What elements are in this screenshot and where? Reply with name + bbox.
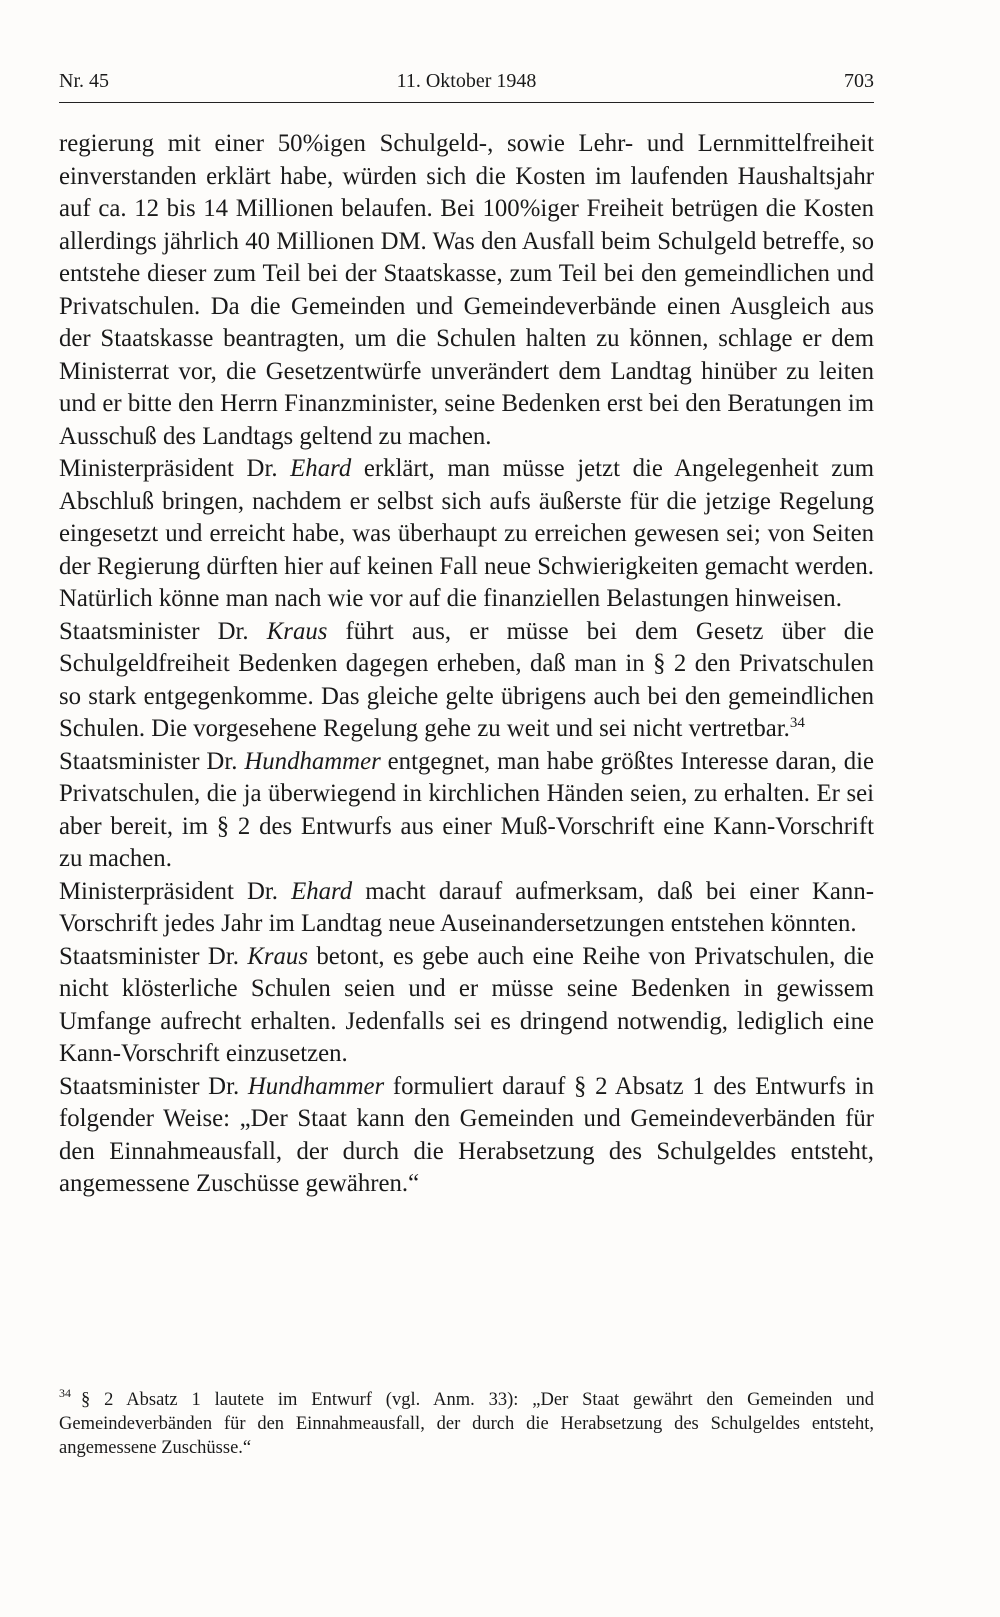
speaker-name: Kraus <box>266 617 328 645</box>
header-rule <box>59 102 874 103</box>
main-text <box>59 128 874 1201</box>
speaker-prefix: Staatsminister Dr. <box>59 1072 248 1100</box>
speaker-prefix: Ministerpräsident Dr. <box>59 877 292 905</box>
page-header <box>59 70 874 100</box>
paragraph-kraus-1 <box>59 616 874 746</box>
speaker-name: Ehard <box>290 455 352 482</box>
paragraph-text: erklärt, man müsse jetzt die Angelegenheit zum Abschluß bringen, nachdem er selbst sich aufs äußerste für die jetzige Regelung eingesetzt und erreicht habe, was überhaupt zu erreichen gewesen sei; von Seiten der Regierung dürften hier auf keinen Fall neue Schwierigkeiten gemacht werden. Natürlich könne man nach wie vor auf die finanziellen Belastungen hinweisen. <box>59 455 874 612</box>
page-number: 703 <box>844 70 874 92</box>
paragraph-text: macht darauf aufmerksam, daß bei einer Kann-Vorschrift jedes Jahr im Landtag neue Auseinandersetzungen entstehen könnten. <box>59 877 874 937</box>
speaker-name: Kraus <box>247 942 308 970</box>
paragraph-ehard-2 <box>59 876 874 941</box>
speaker-name: Hundhammer <box>247 1072 385 1100</box>
speaker-prefix: Staatsminister Dr. <box>59 747 245 775</box>
footnote <box>59 1388 874 1460</box>
paragraph-text: entgegnet, man habe größtes Interesse daran, die Privatschulen, die ja überwiegend in kirchlichen Händen seien, zu erhalten. Er sei aber bereit, im § 2 des Entwurfs aus einer Muß-Vorschrift eine Kann-Vorschrift zu machen. <box>59 747 874 872</box>
speaker-prefix: Staatsminister Dr. <box>59 617 267 645</box>
issue-number: Nr. 45 <box>59 70 109 92</box>
footnote-text: § 2 Absatz 1 lautete im Entwurf (vgl. Anm. 33): „Der Staat gewährt den Gemeinden und Gemeindeverbänden für den Einnahmeausfall, der durch die Herabsetzung des Schulgeldes entsteht, angemessene Zuschüsse.“ <box>59 1390 874 1458</box>
speaker-name: Ehard <box>291 877 353 905</box>
paragraph-text: führt aus, er müsse bei dem Gesetz über die Schulgeldfreiheit Bedenken dagegen erheben, daß man in § 2 den Privatschulen so stark entgegenkomme. Das gleiche gelte übrigens auch bei den gemeindlichen Schulen. Die vorgesehene Regelung gehe zu weit und sei nicht vertretbar. <box>59 617 874 742</box>
speaker-name: Hundhammer <box>244 747 381 775</box>
speaker-prefix: Staatsminister Dr. <box>59 942 248 970</box>
footnote-number: 34 <box>59 1386 71 1400</box>
paragraph-hundhammer-2 <box>59 1071 874 1201</box>
paragraph-ehard-1 <box>59 453 874 616</box>
header-date: 11. Oktober 1948 <box>396 70 537 92</box>
paragraph-continuation <box>59 128 874 453</box>
paragraph-text: betont, es gebe auch eine Reihe von Privatschulen, die nicht klösterliche Schulen seien und er müsse seine Bedenken in gewissem Umfange aufrecht erhalten. Jedenfalls sei es dringend notwendig, lediglich eine Kann-Vorschrift einzusetzen. <box>59 942 874 1067</box>
footnote-reference[interactable]: 34 <box>789 715 805 731</box>
paragraph-text: formuliert darauf § 2 Absatz 1 des Entwurfs in folgender Weise: „Der Staat kann den Gemeinden und Gemeindeverbänden für den Einnahmeausfall, der durch die Herabsetzung des Schulgeldes entsteht, angemessene Zuschüsse gewähren.“ <box>59 1072 874 1197</box>
paragraph-hundhammer-1 <box>59 746 874 876</box>
paragraph-text: regierung mit einer 50%igen Schulgeld-, sowie Lehr- und Lernmittelfreiheit einverstanden erklärt habe, würden sich die Kosten im laufenden Haushaltsjahr auf ca. 12 bis 14 Millionen belaufen. Bei 100%iger Freiheit betrügen die Kosten allerdings jährlich 40 Millionen DM. Was den Ausfall beim Schulgeld betreffe, so entstehe dieser zum Teil bei der Staatskasse, zum Teil bei den gemeindlichen und Privatschulen. Da die Gemeinden und Gemeindeverbände einen Ausgleich aus der Staatskasse beantragten, um die Schulen halten zu können, schlage er dem Ministerrat vor, die Gesetzentwürfe unverändert dem Landtag hinüber zu leiten und er bitte den Herrn Finanzminister, seine Bedenken erst bei den Beratungen im Ausschuß des Landtags geltend zu machen. <box>59 130 874 450</box>
speaker-prefix: Ministerpräsident Dr. <box>59 455 291 482</box>
paragraph-kraus-2 <box>59 941 874 1071</box>
